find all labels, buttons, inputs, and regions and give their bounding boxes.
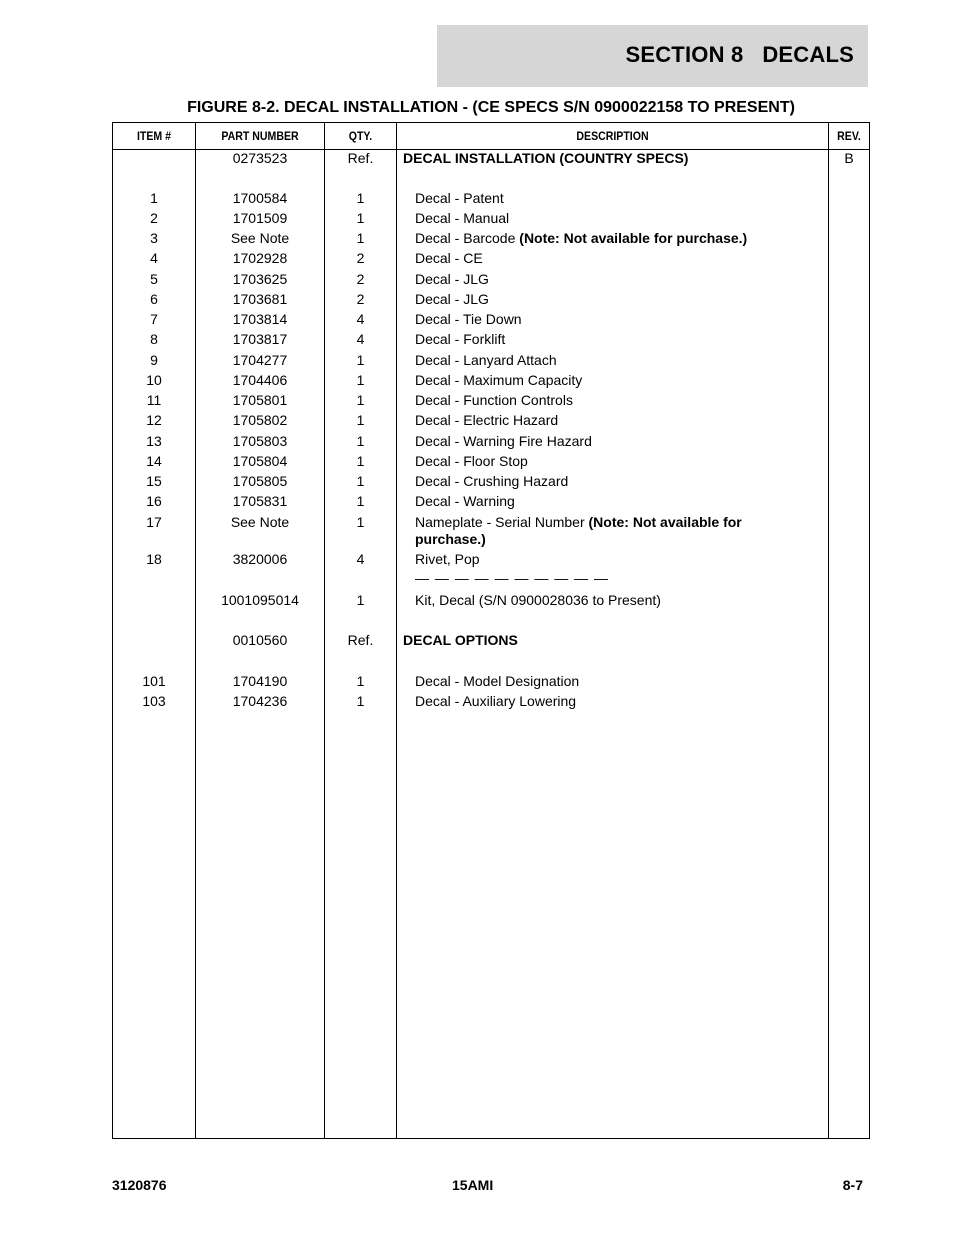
description: Decal - Electric Hazard bbox=[415, 412, 559, 428]
quantity: 1 bbox=[356, 514, 365, 530]
description: Decal - Patent bbox=[415, 190, 504, 206]
item-number: 12 bbox=[146, 412, 162, 428]
quantity: 1 bbox=[356, 673, 365, 689]
part-number: 1703681 bbox=[232, 291, 288, 307]
description: Decal - Tie Down bbox=[415, 311, 522, 327]
item-number: 13 bbox=[146, 433, 162, 449]
part-number: See Note bbox=[230, 230, 290, 246]
quantity: 4 bbox=[356, 311, 365, 327]
description: Decal - Model Designation bbox=[415, 673, 580, 689]
quantity: 2 bbox=[356, 291, 365, 307]
item-number: 6 bbox=[150, 291, 158, 307]
quantity: 2 bbox=[356, 250, 365, 266]
quantity: 1 bbox=[356, 352, 365, 368]
footer-document-number: 3120876 bbox=[112, 1177, 167, 1193]
footer-model: 15AMI bbox=[452, 1177, 494, 1193]
quantity: 1 bbox=[356, 433, 365, 449]
quantity: 1 bbox=[356, 372, 365, 388]
part-number: 1703814 bbox=[232, 311, 288, 327]
part-number: 1703625 bbox=[232, 271, 288, 287]
item-number: 1 bbox=[150, 190, 158, 206]
description-note: (Note: Not available for purchase.) bbox=[519, 230, 748, 246]
quantity: 1 bbox=[356, 210, 365, 226]
item-number: 103 bbox=[142, 693, 166, 709]
description: Decal - Maximum Capacity bbox=[415, 372, 583, 388]
part-number: 1704406 bbox=[232, 372, 288, 388]
revision: B bbox=[844, 150, 854, 166]
description: Decal - Forklift bbox=[415, 331, 506, 347]
quantity: 1 bbox=[356, 493, 365, 509]
part-number: 1705804 bbox=[232, 453, 288, 469]
quantity: Ref. bbox=[347, 150, 374, 166]
column-header-description: DESCRIPTION bbox=[576, 129, 649, 143]
item-number: 15 bbox=[146, 473, 162, 489]
quantity: 2 bbox=[356, 271, 365, 287]
part-number: 0010560 bbox=[232, 632, 288, 648]
description: Kit, Decal (S/N 0900028036 to Present) bbox=[415, 592, 661, 608]
description: Decal - Warning bbox=[415, 493, 515, 509]
description: Decal - Function Controls bbox=[415, 392, 573, 408]
quantity: 1 bbox=[356, 473, 365, 489]
item-number: 7 bbox=[150, 311, 158, 327]
item-number: 3 bbox=[150, 230, 158, 246]
description: Decal - CE bbox=[415, 250, 483, 266]
item-number: 14 bbox=[146, 453, 162, 469]
item-number: 8 bbox=[150, 331, 158, 347]
separator-dashes: — — — — — — — — — — bbox=[415, 570, 610, 586]
section-title: SECTION 8 DECALS bbox=[625, 42, 854, 67]
description: Decal - Warning Fire Hazard bbox=[415, 433, 592, 449]
quantity: 4 bbox=[356, 551, 365, 567]
column-header-item: ITEM # bbox=[136, 129, 172, 143]
item-number: 9 bbox=[150, 352, 158, 368]
part-number: 0273523 bbox=[232, 150, 288, 166]
description: Decal - Crushing Hazard bbox=[415, 473, 569, 489]
description-note: (Note: Not available for purchase.) bbox=[415, 514, 742, 547]
quantity: 4 bbox=[356, 331, 365, 347]
item-number: 16 bbox=[146, 493, 162, 509]
part-number: 1001095014 bbox=[221, 592, 299, 608]
quantity: 1 bbox=[356, 190, 365, 206]
column-header-qty: QTY. bbox=[348, 129, 373, 143]
item-number: 5 bbox=[150, 271, 158, 287]
part-number: 1704190 bbox=[232, 673, 288, 689]
description: DECAL INSTALLATION (COUNTRY SPECS) bbox=[403, 150, 689, 166]
part-number: 1700584 bbox=[232, 190, 288, 206]
item-number: 17 bbox=[146, 514, 162, 530]
item-number: 18 bbox=[146, 551, 162, 567]
column-header-part-number: PART NUMBER bbox=[221, 129, 299, 143]
part-number: 1703817 bbox=[232, 331, 288, 347]
description: Decal - Floor Stop bbox=[415, 453, 528, 469]
part-number: 1704277 bbox=[232, 352, 288, 368]
quantity: 1 bbox=[356, 592, 365, 608]
item-number: 4 bbox=[150, 250, 158, 266]
part-number: See Note bbox=[230, 514, 290, 530]
quantity: 1 bbox=[356, 693, 365, 709]
part-number: 1705802 bbox=[232, 412, 288, 428]
quantity: 1 bbox=[356, 453, 365, 469]
description bbox=[415, 514, 760, 548]
description: Decal - JLG bbox=[415, 271, 489, 287]
description: DECAL OPTIONS bbox=[403, 632, 518, 648]
part-number: 1705803 bbox=[232, 433, 288, 449]
description: Decal - Lanyard Attach bbox=[415, 352, 557, 368]
part-number: 1704236 bbox=[232, 693, 288, 709]
description: Decal - Auxiliary Lowering bbox=[415, 693, 577, 709]
figure-title: FIGURE 8-2. DECAL INSTALLATION - (CE SPECS S/N 0900022158 TO PRESENT) bbox=[187, 99, 795, 116]
item-number: 11 bbox=[146, 392, 162, 408]
item-number: 2 bbox=[150, 210, 158, 226]
part-number: 1705801 bbox=[232, 392, 288, 408]
footer-page-number: 8-7 bbox=[842, 1177, 863, 1193]
description: Rivet, Pop bbox=[415, 551, 480, 567]
column-header-rev: REV. bbox=[837, 129, 861, 143]
part-number: 1705805 bbox=[232, 473, 288, 489]
section-header-box bbox=[437, 25, 868, 87]
part-number: 1705831 bbox=[232, 493, 288, 509]
parts-table bbox=[112, 122, 870, 1139]
item-number: 10 bbox=[146, 372, 162, 388]
part-number: 3820006 bbox=[232, 551, 288, 567]
description-text: Nameplate - Serial Number bbox=[415, 514, 589, 530]
description bbox=[415, 230, 760, 247]
quantity: 1 bbox=[356, 392, 365, 408]
item-number: 101 bbox=[142, 673, 166, 689]
column-divider bbox=[828, 123, 829, 1138]
part-number: 1701509 bbox=[232, 210, 288, 226]
description-text: Decal - Barcode bbox=[415, 230, 520, 246]
quantity: 1 bbox=[356, 230, 365, 246]
part-number: 1702928 bbox=[232, 250, 288, 266]
quantity: 1 bbox=[356, 412, 365, 428]
column-divider bbox=[396, 123, 397, 1138]
description: Decal - Manual bbox=[415, 210, 510, 226]
description: Decal - JLG bbox=[415, 291, 489, 307]
quantity: Ref. bbox=[347, 632, 374, 648]
